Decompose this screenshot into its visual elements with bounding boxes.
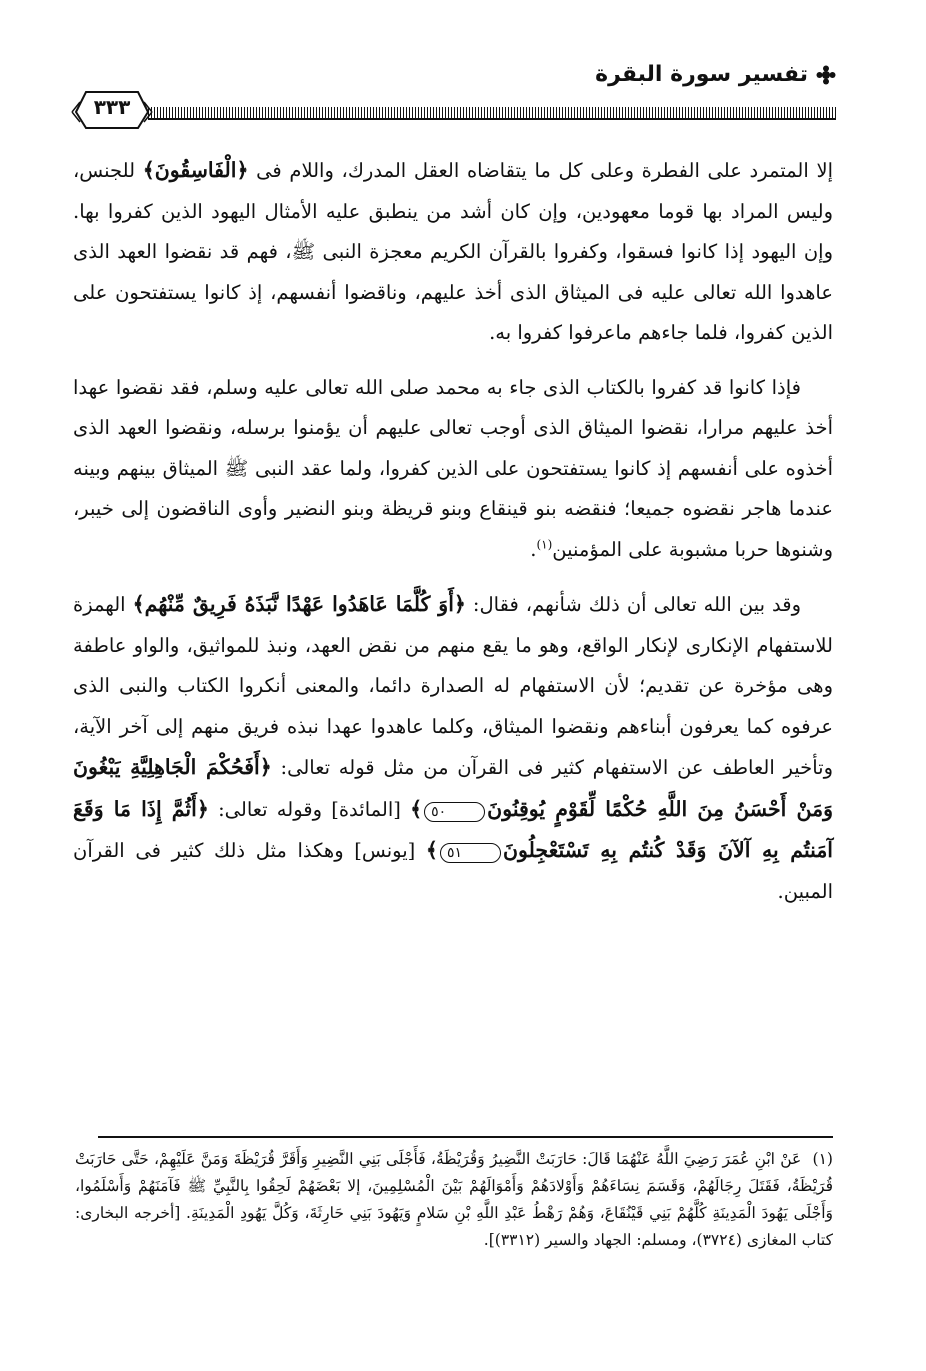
paragraph-text: فإذا كانوا قد كفروا بالكتاب الذى جاء به محمد صلى الله تعالى عليه وسلم، فقد نقضوا عهدا أخذ عليهم مرارا، نقضوا الميثاق الذى أوجب تعالى عليهم أن يؤمنوا برسله، ونقضوا العهد الذى أخذوه على أنفسهم إذ كانوا يستفتحون على الذين كفروا، ولما عقد النبى ﷺ الميثاق بينهم وبينه عندما هاجر نقضوه جميعا؛ فنقضه بنو قينقاع وبنو قريظة وبنو النضير وأوى الناقضون إلى خيبر، وشنوها حربا مشبوبة على المؤمنين — [73, 375, 833, 561]
main-text — [73, 150, 833, 912]
paragraph-text: [يونس] وهكذا مثل ذلك كثير فى القرآن المبين. — [73, 839, 833, 903]
quran-verse: ﴿أَفَحُكْمَ الْجَاهِلِيَّةِ يَبْغُونَ وَمَنْ أَحْسَنُ مِنَ اللَّهِ حُكْمًا لِّقَوْمٍ يُوقِنُونَ — [73, 755, 834, 821]
verse-number-marker: ٥٠ — [424, 802, 485, 822]
quran-verse: ﴾ — [410, 796, 423, 821]
paragraph-text: [المائدة] وقوله تعالى: — [208, 797, 411, 821]
paragraph-2 — [73, 368, 833, 571]
running-title — [595, 62, 836, 87]
footnote-reference: (١) — [536, 537, 553, 551]
paragraph-text: الهمزة للاستفهام الإنكارى لإنكار الواقع، وهو ما يقع منهم من نقض العهد، ونبذ للمواثيق، والواو عاطفة وهى مؤخرة عن تقديم؛ لأن الاستفهام له الصدارة دائما، والمعنى أنكروا الكتاب والنبى الذى عرفوه كما يعرفون أبناءهم ونقضوا الميثاق، وكلما عاهدوا عهدا نبذه فريق منهم إلى آخر الآية، وتأخير العاطف عن الاستفهام كثير فى القرآن من مثل قوله تعالى: — [73, 593, 833, 779]
footnote-text: عَنْ ابْنِ عُمَرَ رَضِيَ اللَّهُ عَنْهُمَا قَالَ: حَارَبَتْ النَّضِيرُ وَقُرَيْظَةُ، فَأَجْلَى بَنِي النَّضِيرِ وَأَقَرَّ قُرَيْظَةَ وَمَنَّ عَلَيْهِمْ، حَتَّى حَارَبَتْ قُرَيْظَةُ، فَقَتَلَ رِجَالَهُمْ، وَقَسَمَ نِسَاءَهُمْ وَأَوْلادَهُمْ وَأَمْوَالَهُمْ بَيْنَ الْمُسْلِمِينَ، إلا بَعْضَهُمْ لَحِقُوا بِالنَّبِيِّ ﷺ فَآمَنَهُمْ وَأَسْلَمُوا، وَأَجْلَى يَهُودَ الْمَدِينَةِ كُلَّهُمْ بَنِي قَيْنُقَاعَ، وَهُمْ رَهْطُ عَبْدِ اللَّهِ بْنِ سَلامٍ وَيَهُودَ بَنِي حَارِثَةَ، وَكُلَّ يَهُودِ الْمَدِينَةِ. [أخرجه البخارى: كتاب المغازى (٣٧٢٤)، ومسلم: الجهاد والسير (٣٣١٢)]. — [75, 1150, 833, 1249]
footnote-number: (١) — [812, 1150, 833, 1168]
footnote-separator — [98, 1136, 833, 1138]
footnote — [75, 1146, 833, 1254]
paragraph-text: وقد بين الله تعالى أن ذلك شأنهم، فقال: — [465, 593, 801, 616]
page-header — [70, 62, 836, 132]
quran-verse: ﴿أَوَ كُلَّمَا عَاهَدُوا عَهْدًا نَّبَذَهُ فَرِيقٌ مِّنْهُم﴾ — [132, 592, 466, 616]
paragraph-1 — [73, 150, 833, 354]
header-rule — [148, 107, 836, 120]
flower-ornament-icon — [816, 65, 836, 85]
quran-verse: ﴿أَثُمَّ إِذَا مَا وَقَعَ آمَنتُم بِهِ آلآنَ وَقَدْ كُنتُم بِهِ تَسْتَعْجِلُونَ — [73, 796, 833, 862]
page-number-badge — [70, 88, 154, 132]
verse-number-marker: ٥١ — [440, 843, 501, 863]
running-title-text: تفسير سورة البقرة — [595, 62, 808, 87]
paragraph-text: للجنس، وليس المراد بها قوما معهودين، وإن كان أشد من ينطبق عليه الأمثال اليهود الذين كفروا بها. وإن اليهود إذا كانوا فسقوا، وكفروا بالقرآن الكريم معجزة النبى ﷺ، فهم قد نقضوا العهد الذى عاهدوا الله تعالى عليه فى الميثاق الذى أخذ عليهم، وناقضوا أنفسهم، إذ كانوا يستفتحون على الذين كفروا، فلما جاءهم ماعرفوا كفروا به. — [73, 159, 833, 344]
page-number: ٣٣٣ — [93, 95, 131, 119]
paragraph-3 — [73, 584, 833, 912]
quran-verse: ﴾ — [425, 838, 438, 862]
quran-verse: ﴿الْفَاسِقُونَ﴾ — [142, 158, 249, 182]
paragraph-text: إلا المتمرد على الفطرة وعلى كل ما يتقاضاه العقل المدرك، واللام فى — [248, 159, 833, 182]
paragraph-text: . — [530, 537, 537, 561]
